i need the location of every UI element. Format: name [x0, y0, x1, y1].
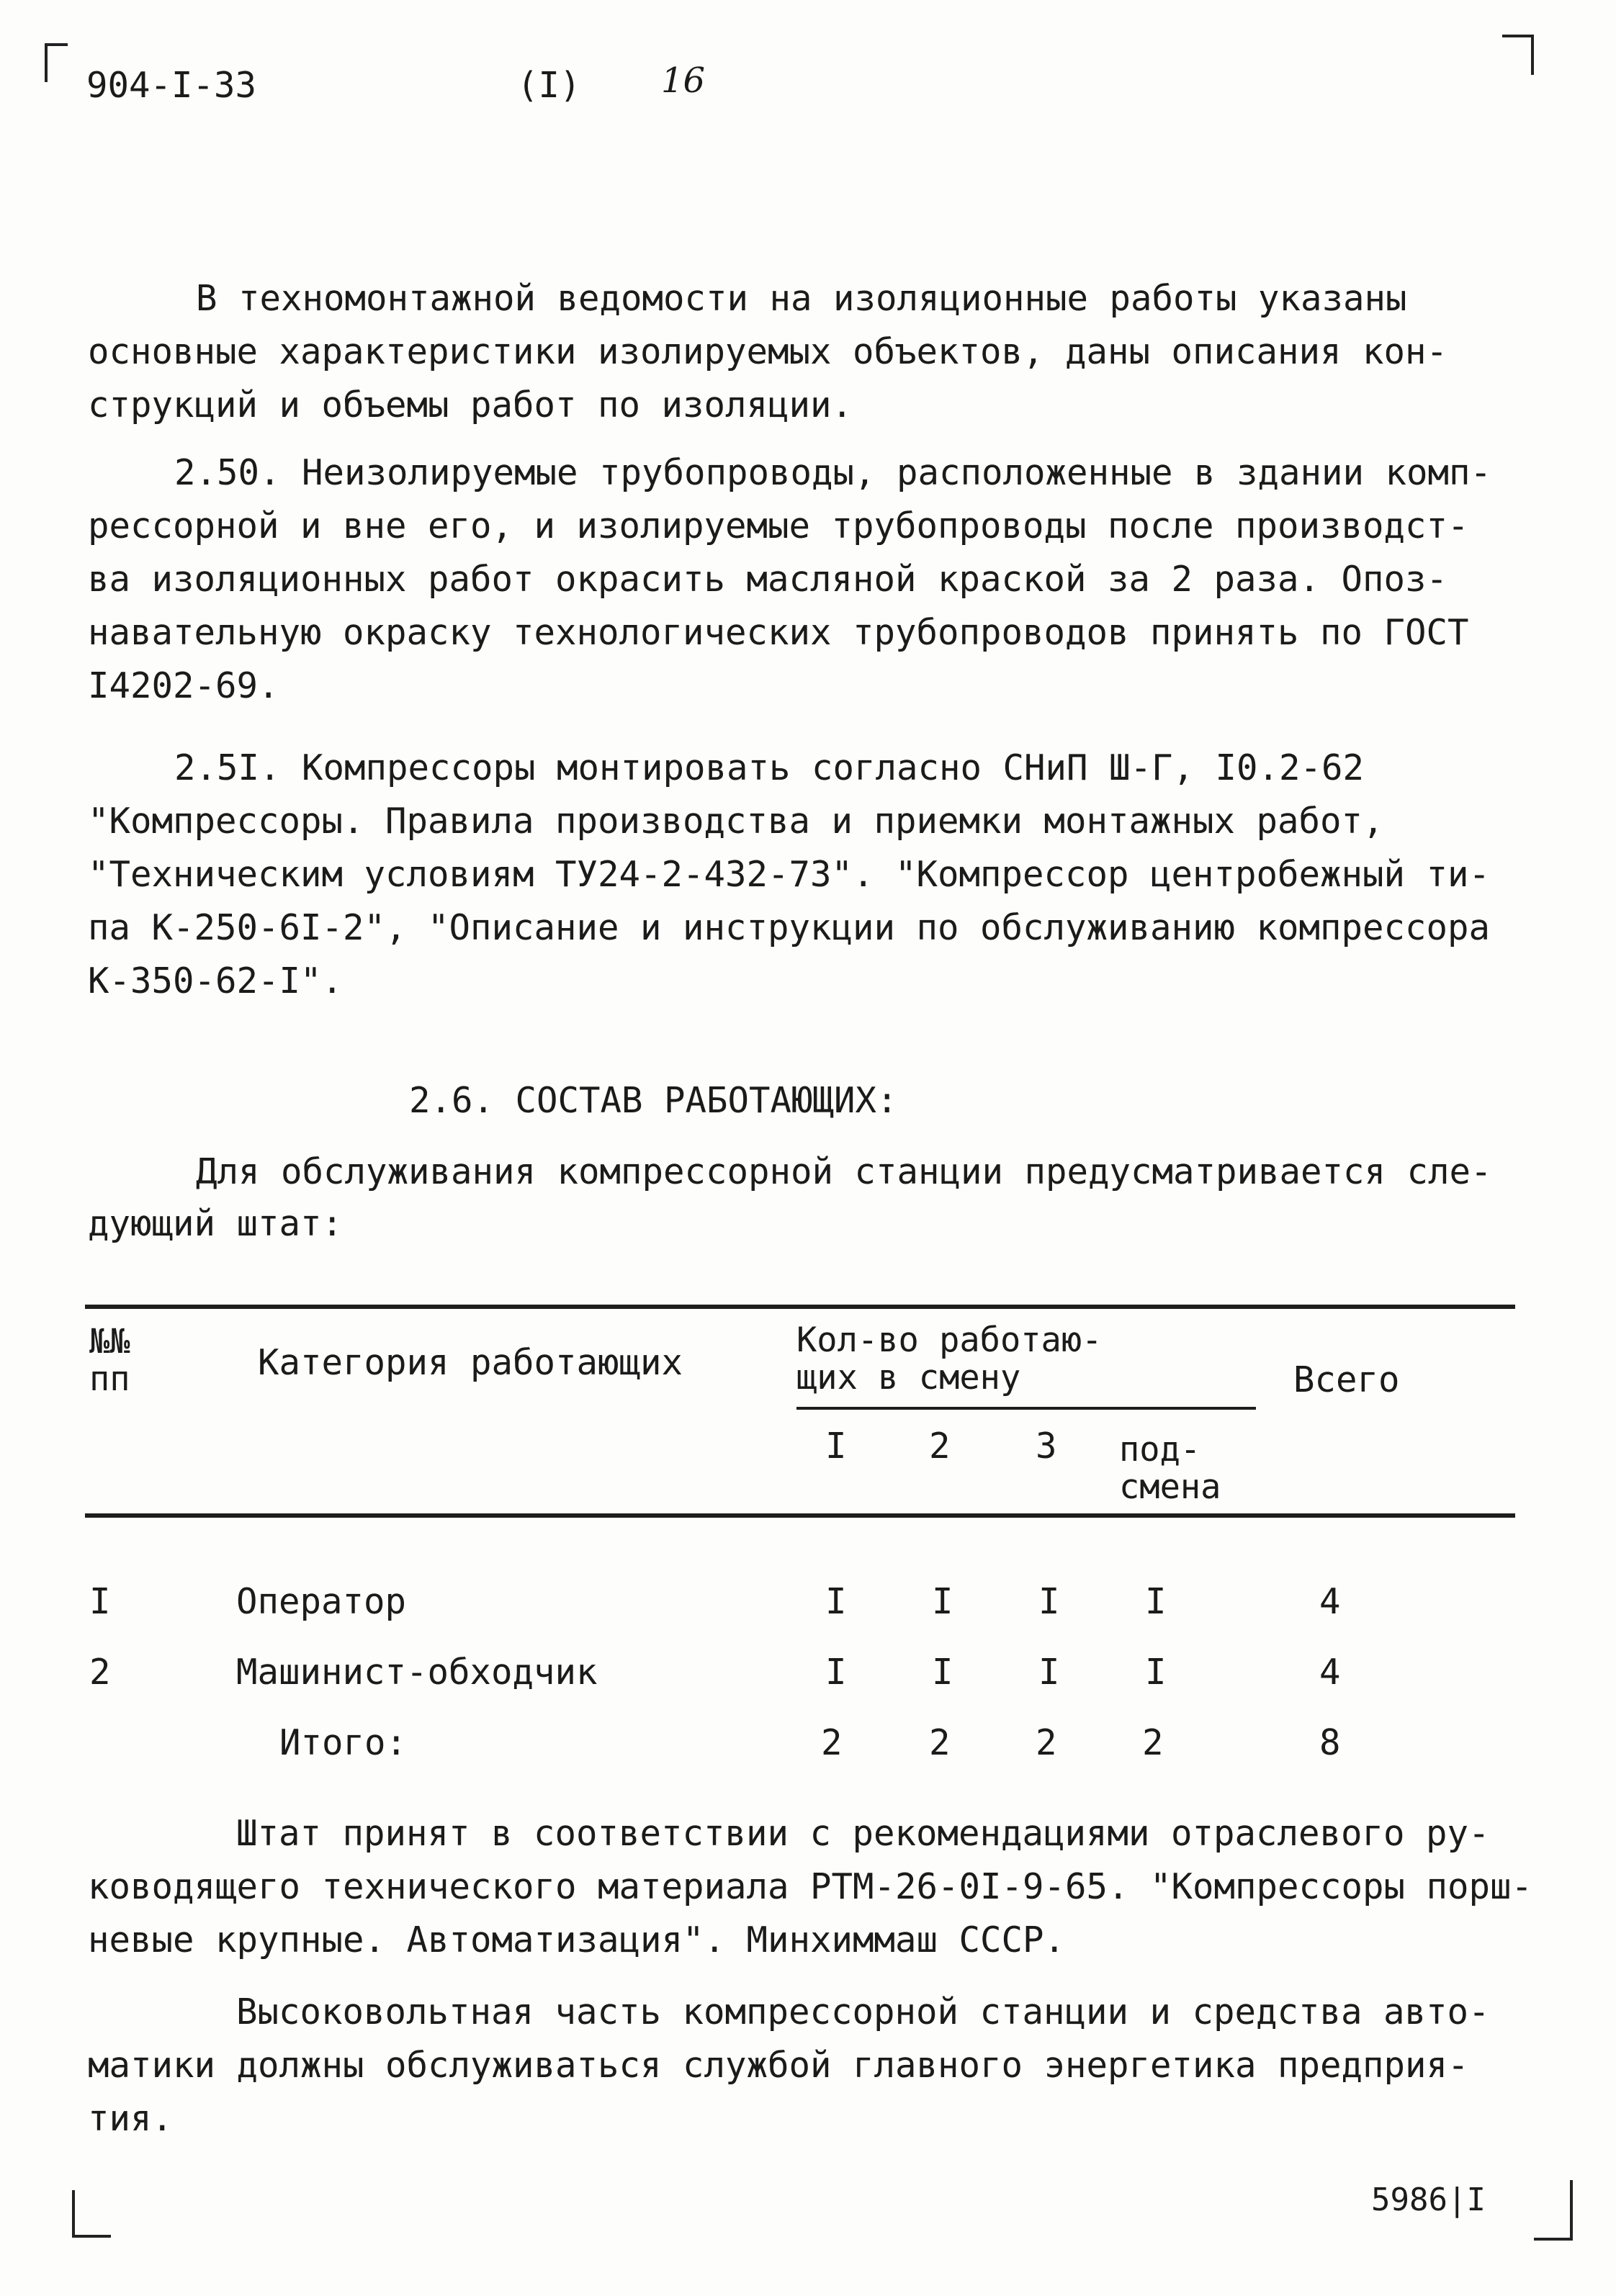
text-line: В техномонтажной ведомости на изоляционные работы указаны	[196, 278, 1407, 319]
header-number-line: пп	[89, 1359, 130, 1399]
text-line: навательную окраску технологических трубопроводов принять по ГОСТ	[88, 612, 1469, 653]
row-shift-1: I	[825, 1581, 847, 1622]
row-total: 4	[1319, 1581, 1341, 1622]
total-shift-1: 2	[821, 1722, 843, 1763]
paragraph-insulation-statement	[88, 272, 1514, 432]
text-line: 2.5I. Компрессоры монтировать согласно СНиП Ш-Г, I0.2-62	[174, 747, 1365, 788]
text-line: матики должны обслуживаться службой главного энергетика предприя-	[88, 2045, 1469, 2086]
total-relief: 2	[1142, 1722, 1164, 1763]
row-category: Оператор	[236, 1581, 407, 1622]
row-relief: I	[1145, 1581, 1167, 1622]
total-sum: 8	[1319, 1722, 1341, 1763]
header-shift-line: Кол-во работаю-	[796, 1320, 1103, 1360]
text-line: основные характеристики изолируемых объектов, даны описания кон-	[88, 331, 1448, 372]
text-line: ва изоляционных работ окрасить масляной краской за 2 раза. Опоз-	[88, 559, 1448, 600]
text-line: "Техническим условиям ТУ24-2-432-73". "Компрессор центробежный ти-	[88, 854, 1491, 895]
header-number-line: №№	[89, 1322, 130, 1361]
table-top-rule	[85, 1305, 1515, 1309]
header-shift-line: щих в смену	[796, 1358, 1021, 1397]
row-shift-2: I	[932, 1652, 953, 1693]
text-line: Штат принят в соответствии с рекомендациями отраслевого ру-	[236, 1813, 1490, 1854]
text-line: невые крупные. Автоматизация". Минхиммаш СССР.	[88, 1919, 1066, 1960]
row-number: I	[89, 1581, 111, 1622]
page-number-handwritten: 16	[661, 60, 706, 101]
text-line: па К-250-6I-2", "Описание и инструкции по обслуживанию компрессора	[88, 907, 1491, 948]
paragraph-staff-basis	[88, 1807, 1533, 1967]
header-number	[89, 1323, 130, 1398]
subheader-shift-3: 3	[1036, 1426, 1057, 1467]
row-relief: I	[1145, 1652, 1167, 1693]
document-part: (I)	[517, 65, 581, 106]
staff-intro	[88, 1146, 1514, 1250]
table-header-rule	[85, 1513, 1515, 1518]
subheader-relief-line: под-	[1119, 1430, 1201, 1469]
subheader-relief-line: смена	[1119, 1467, 1221, 1507]
text-line: тия.	[88, 2098, 174, 2139]
row-shift-3: I	[1038, 1652, 1060, 1693]
row-number: 2	[89, 1652, 111, 1693]
paragraph-2-51	[88, 742, 1514, 1008]
header-category: Категория работающих	[258, 1342, 683, 1383]
paragraph-2-50	[88, 446, 1514, 713]
text-line: струкций и объемы работ по изоляции.	[88, 384, 853, 426]
corner-mark-top-right	[1502, 35, 1534, 75]
text-line: ководящего технического материала РТМ-26-0I-9-65. "Компрессоры порш-	[88, 1866, 1533, 1907]
text-line: I4202-69.	[88, 665, 279, 706]
document-code: 904-I-33	[86, 65, 257, 106]
shift-header-underline	[796, 1407, 1256, 1410]
text-line: 2.50. Неизолируемые трубопроводы, расположенные в здании комп-	[174, 452, 1492, 493]
section-title: 2.6. СОСТАВ РАБОТАЮЩИХ:	[409, 1080, 898, 1121]
inventory-number: 5986|I	[1371, 2182, 1486, 2218]
total-label: Итого:	[279, 1722, 408, 1763]
corner-mark-top-left	[45, 43, 68, 82]
total-shift-3: 2	[1036, 1722, 1057, 1763]
text-line: рессорной и вне его, и изолируемые трубопроводы после производст-	[88, 505, 1469, 546]
header-shift-count	[796, 1322, 1102, 1397]
row-category: Машинист-обходчик	[236, 1652, 598, 1693]
text-line: "Компрессоры. Правила производства и приемки монтажных работ,	[88, 801, 1384, 842]
corner-mark-bottom-left	[72, 2190, 111, 2238]
paragraph-high-voltage	[88, 1986, 1514, 2146]
header-total: Всего	[1293, 1359, 1400, 1400]
row-shift-1: I	[825, 1652, 847, 1693]
text-line: Для обслуживания компрессорной станции предусматривается сле-	[196, 1151, 1492, 1192]
subheader-shift-2: 2	[929, 1426, 951, 1467]
total-shift-2: 2	[929, 1722, 951, 1763]
row-total: 4	[1319, 1652, 1341, 1693]
text-line: Высоковольтная часть компрессорной станции и средства авто-	[236, 1991, 1490, 2032]
subheader-relief	[1119, 1431, 1221, 1506]
row-shift-3: I	[1038, 1581, 1060, 1622]
corner-mark-bottom-right	[1534, 2180, 1573, 2241]
text-line: К-350-62-I".	[88, 960, 344, 1001]
row-shift-2: I	[932, 1581, 953, 1622]
text-line: дующий штат:	[88, 1203, 344, 1244]
subheader-shift-1: I	[825, 1426, 847, 1467]
